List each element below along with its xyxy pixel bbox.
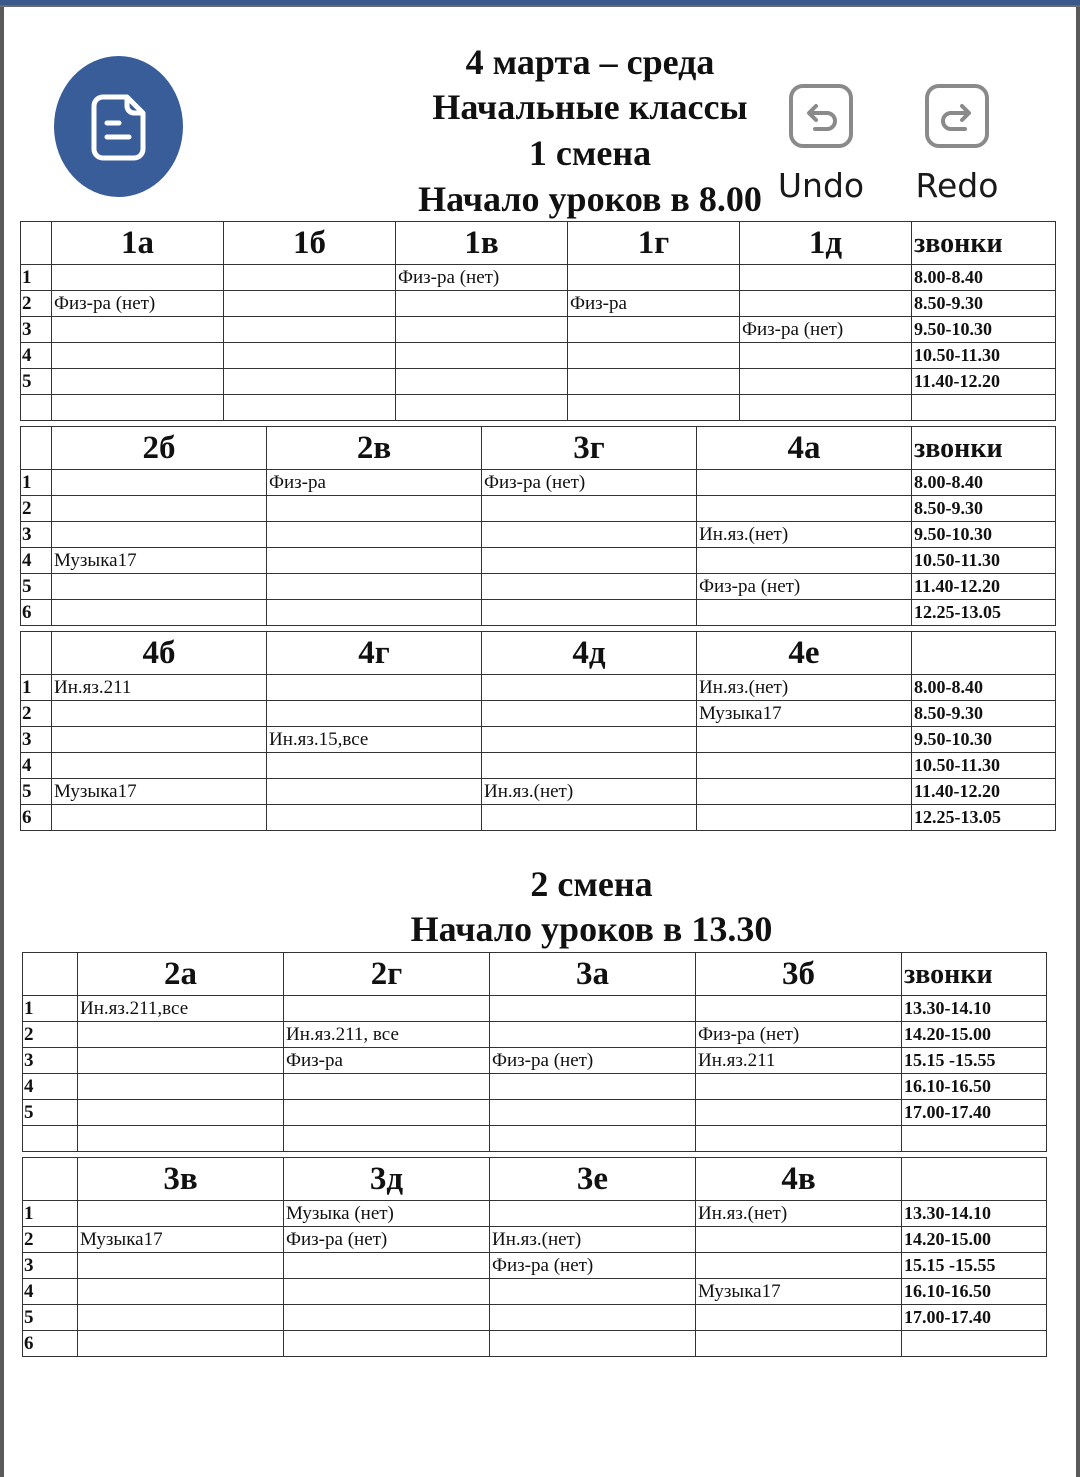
corner-cell <box>21 427 52 470</box>
lesson-cell: Ин.яз.15,все <box>267 727 482 753</box>
class-header-row <box>23 953 1047 996</box>
lesson-number: 4 <box>21 548 52 574</box>
lesson-cell <box>78 1074 284 1100</box>
lesson-cell <box>78 1279 284 1305</box>
lesson-cell <box>267 600 482 626</box>
bell-time <box>912 395 1056 421</box>
bell-time: 12.25-13.05 <box>912 600 1056 626</box>
lesson-cell: Физ-ра (нет) <box>490 1048 696 1074</box>
schedule-table-4b-4e <box>20 631 1056 831</box>
lesson-cell <box>490 996 696 1022</box>
class-header: 1в <box>396 222 568 265</box>
lesson-cell: Ин.яз.211, все <box>284 1022 490 1048</box>
lesson-number: 3 <box>21 522 52 548</box>
lesson-row <box>23 1022 1047 1048</box>
shift2-start-title: Начало уроков в 13.30 <box>410 909 773 949</box>
date-title: 4 марта – среда <box>465 42 715 82</box>
lesson-cell <box>284 1074 490 1100</box>
lesson-row <box>21 343 1056 369</box>
lesson-row <box>21 779 1056 805</box>
bell-time: 10.50-11.30 <box>912 548 1056 574</box>
lesson-number: 2 <box>23 1227 78 1253</box>
bell-time: 11.40-12.20 <box>912 369 1056 395</box>
lesson-cell: Ин.яз.211 <box>696 1048 902 1074</box>
lesson-number: 5 <box>23 1100 78 1126</box>
bell-time: 10.50-11.30 <box>912 753 1056 779</box>
lesson-cell <box>482 753 697 779</box>
lesson-cell <box>284 1305 490 1331</box>
lesson-cell <box>396 291 568 317</box>
undo-button[interactable] <box>778 84 864 204</box>
lesson-number: 6 <box>21 805 52 831</box>
lesson-cell <box>490 1100 696 1126</box>
lesson-row <box>21 600 1056 626</box>
lesson-cell <box>696 1227 902 1253</box>
lesson-cell: Физ-ра (нет) <box>396 265 568 291</box>
class-header: 3б <box>696 953 902 996</box>
lesson-cell <box>52 727 267 753</box>
lesson-cell <box>52 496 267 522</box>
top-divider <box>0 5 1080 7</box>
lesson-cell <box>696 996 902 1022</box>
lesson-cell: Физ-ра <box>568 291 740 317</box>
lesson-cell <box>697 753 912 779</box>
lesson-number: 1 <box>21 675 52 701</box>
lesson-cell <box>396 369 568 395</box>
bell-time: 10.50-11.30 <box>912 343 1056 369</box>
class-header: 4е <box>697 632 912 675</box>
lesson-row <box>23 1100 1047 1126</box>
class-header: 4а <box>697 427 912 470</box>
lesson-cell: Музыка17 <box>697 701 912 727</box>
lesson-number: 4 <box>21 753 52 779</box>
lesson-number: 1 <box>23 996 78 1022</box>
shift1-start-title: Начало уроков в 8.00 <box>418 179 762 219</box>
lesson-cell <box>490 1126 696 1152</box>
class-header: 4б <box>52 632 267 675</box>
lesson-cell <box>224 395 396 421</box>
lesson-row <box>23 1253 1047 1279</box>
bell-time: 8.00-8.40 <box>912 675 1056 701</box>
lesson-row <box>23 1126 1047 1152</box>
lesson-number: 5 <box>21 779 52 805</box>
class-header: 3е <box>490 1158 696 1201</box>
lesson-row <box>21 291 1056 317</box>
corner-cell <box>23 953 78 996</box>
lesson-number: 2 <box>21 496 52 522</box>
bells-header: звонки <box>912 222 1056 265</box>
class-header-row <box>23 1158 1047 1201</box>
bell-time: 8.00-8.40 <box>912 265 1056 291</box>
bell-time: 16.10-16.50 <box>902 1074 1047 1100</box>
class-header: 3д <box>284 1158 490 1201</box>
redo-label: Redo <box>915 166 999 205</box>
bell-time: 8.50-9.30 <box>912 701 1056 727</box>
class-header: 4г <box>267 632 482 675</box>
lesson-cell <box>396 395 568 421</box>
bell-time: 17.00-17.40 <box>902 1100 1047 1126</box>
lesson-cell <box>697 548 912 574</box>
document-fab-button[interactable] <box>54 56 183 197</box>
lesson-row <box>21 753 1056 779</box>
lesson-cell <box>224 369 396 395</box>
lesson-cell <box>490 1331 696 1357</box>
bells-header <box>912 632 1056 675</box>
corner-cell <box>23 1158 78 1201</box>
lesson-cell <box>267 496 482 522</box>
lesson-cell <box>697 805 912 831</box>
grade-level-title: Начальные классы <box>432 87 748 127</box>
redo-button[interactable] <box>914 84 1000 204</box>
corner-cell <box>21 632 52 675</box>
lesson-cell: Физ-ра (нет) <box>52 291 224 317</box>
lesson-cell <box>52 600 267 626</box>
lesson-cell <box>568 317 740 343</box>
lesson-cell <box>267 574 482 600</box>
undo-icon-box <box>789 84 853 148</box>
lesson-cell: Ин.яз.(нет) <box>490 1227 696 1253</box>
lesson-row <box>23 1305 1047 1331</box>
lesson-cell <box>482 548 697 574</box>
lesson-number: 6 <box>21 600 52 626</box>
lesson-row <box>23 1201 1047 1227</box>
lesson-cell <box>78 1126 284 1152</box>
bells-header: звонки <box>912 427 1056 470</box>
lesson-cell <box>740 369 912 395</box>
lesson-cell <box>78 1201 284 1227</box>
class-header-row <box>21 222 1056 265</box>
lesson-cell <box>52 343 224 369</box>
bell-time: 8.50-9.30 <box>912 291 1056 317</box>
schedule-table-1a-1d <box>20 221 1056 421</box>
lesson-cell <box>697 470 912 496</box>
lesson-cell <box>284 1279 490 1305</box>
lesson-cell: Физ-ра (нет) <box>284 1227 490 1253</box>
shift2-title: 2 смена <box>530 864 653 904</box>
lesson-number <box>23 1126 78 1152</box>
lesson-number: 5 <box>21 574 52 600</box>
lesson-row <box>23 1048 1047 1074</box>
lesson-row <box>21 805 1056 831</box>
lesson-cell <box>482 522 697 548</box>
lesson-cell <box>267 548 482 574</box>
lesson-number: 4 <box>23 1074 78 1100</box>
schedule-table-2b-4a <box>20 426 1056 626</box>
lesson-cell <box>490 1305 696 1331</box>
undo-label: Undo <box>777 166 865 205</box>
lesson-cell <box>78 1100 284 1126</box>
class-header: 4в <box>696 1158 902 1201</box>
bell-time: 16.10-16.50 <box>902 1279 1047 1305</box>
lesson-cell <box>697 600 912 626</box>
lesson-cell <box>696 1074 902 1100</box>
lesson-cell <box>52 470 267 496</box>
lesson-row <box>21 369 1056 395</box>
bell-time <box>902 1126 1047 1152</box>
class-header: 3г <box>482 427 697 470</box>
lesson-cell <box>697 496 912 522</box>
lesson-cell <box>396 343 568 369</box>
lesson-cell <box>52 701 267 727</box>
bells-header: звонки <box>902 953 1047 996</box>
lesson-cell <box>490 1279 696 1305</box>
lesson-row <box>21 496 1056 522</box>
lesson-row <box>21 701 1056 727</box>
lesson-cell <box>224 265 396 291</box>
lesson-cell <box>267 675 482 701</box>
bell-time: 13.30-14.10 <box>902 996 1047 1022</box>
lesson-cell <box>482 701 697 727</box>
bells-header <box>902 1158 1047 1201</box>
lesson-number: 5 <box>23 1305 78 1331</box>
lesson-cell <box>284 1126 490 1152</box>
bell-time: 17.00-17.40 <box>902 1305 1047 1331</box>
bell-time: 8.50-9.30 <box>912 496 1056 522</box>
lesson-cell <box>740 343 912 369</box>
lesson-row <box>23 996 1047 1022</box>
bell-time: 9.50-10.30 <box>912 522 1056 548</box>
lesson-number: 2 <box>23 1022 78 1048</box>
lesson-cell <box>52 317 224 343</box>
bell-time: 14.20-15.00 <box>902 1022 1047 1048</box>
lesson-cell <box>267 805 482 831</box>
class-header: 1д <box>740 222 912 265</box>
lesson-cell <box>482 675 697 701</box>
lesson-cell: Музыка17 <box>696 1279 902 1305</box>
lesson-number: 3 <box>23 1048 78 1074</box>
lesson-row <box>21 727 1056 753</box>
lesson-cell <box>267 701 482 727</box>
lesson-cell <box>740 395 912 421</box>
lesson-cell <box>52 522 267 548</box>
lesson-cell <box>568 265 740 291</box>
corner-cell <box>21 222 52 265</box>
schedule-table-3v-4v <box>22 1157 1047 1357</box>
lesson-cell <box>78 1331 284 1357</box>
lesson-cell: Физ-ра (нет) <box>696 1022 902 1048</box>
lesson-cell <box>697 779 912 805</box>
lesson-cell <box>52 753 267 779</box>
lesson-row <box>23 1074 1047 1100</box>
lesson-cell <box>284 1253 490 1279</box>
lesson-row <box>21 548 1056 574</box>
lesson-cell: Физ-ра <box>284 1048 490 1074</box>
lesson-cell: Ин.яз.(нет) <box>482 779 697 805</box>
lesson-cell: Ин.яз.(нет) <box>697 675 912 701</box>
bell-time: 12.25-13.05 <box>912 805 1056 831</box>
bell-time: 9.50-10.30 <box>912 727 1056 753</box>
lesson-cell <box>696 1126 902 1152</box>
lesson-cell: Физ-ра <box>267 470 482 496</box>
lesson-cell <box>52 574 267 600</box>
lesson-number: 3 <box>21 317 52 343</box>
lesson-number <box>21 395 52 421</box>
lesson-cell <box>284 1331 490 1357</box>
undo-icon <box>801 96 841 136</box>
class-header: 2б <box>52 427 267 470</box>
lesson-cell: Музыка17 <box>78 1227 284 1253</box>
bell-time <box>902 1331 1047 1357</box>
lesson-row <box>21 470 1056 496</box>
class-header: 2а <box>78 953 284 996</box>
lesson-number: 5 <box>21 369 52 395</box>
lesson-row <box>21 265 1056 291</box>
lesson-cell <box>490 1022 696 1048</box>
lesson-cell: Ин.яз.211,все <box>78 996 284 1022</box>
lesson-cell <box>482 727 697 753</box>
lesson-cell <box>696 1305 902 1331</box>
lesson-cell: Физ-ра (нет) <box>740 317 912 343</box>
schedule-table-2a-3b <box>22 952 1047 1152</box>
lesson-cell <box>267 522 482 548</box>
lesson-cell: Ин.яз.211 <box>52 675 267 701</box>
lesson-row <box>23 1279 1047 1305</box>
lesson-cell <box>490 1074 696 1100</box>
class-header: 1г <box>568 222 740 265</box>
bell-time: 13.30-14.10 <box>902 1201 1047 1227</box>
class-header-row <box>21 632 1056 675</box>
lesson-number: 1 <box>21 265 52 291</box>
lesson-cell <box>52 395 224 421</box>
lesson-cell: Физ-ра (нет) <box>490 1253 696 1279</box>
lesson-cell <box>482 574 697 600</box>
class-header: 1б <box>224 222 396 265</box>
lesson-cell <box>482 600 697 626</box>
lesson-cell <box>52 369 224 395</box>
lesson-cell <box>284 1100 490 1126</box>
lesson-cell <box>696 1331 902 1357</box>
lesson-number: 1 <box>21 470 52 496</box>
lesson-cell <box>224 343 396 369</box>
lesson-cell <box>396 317 568 343</box>
lesson-number: 3 <box>21 727 52 753</box>
class-header: 3в <box>78 1158 284 1201</box>
class-header: 2г <box>284 953 490 996</box>
redo-icon <box>937 96 977 136</box>
lesson-row <box>23 1331 1047 1357</box>
document-icon <box>89 92 149 162</box>
bell-time: 11.40-12.20 <box>912 574 1056 600</box>
lesson-cell <box>267 779 482 805</box>
lesson-cell <box>52 265 224 291</box>
lesson-cell <box>490 1201 696 1227</box>
bell-time: 11.40-12.20 <box>912 779 1056 805</box>
lesson-number: 1 <box>23 1201 78 1227</box>
lesson-cell <box>267 753 482 779</box>
lesson-cell <box>568 395 740 421</box>
lesson-cell <box>482 805 697 831</box>
bell-time: 8.00-8.40 <box>912 470 1056 496</box>
lesson-cell: Музыка (нет) <box>284 1201 490 1227</box>
bell-time: 9.50-10.30 <box>912 317 1056 343</box>
lesson-number: 3 <box>23 1253 78 1279</box>
redo-icon-box <box>925 84 989 148</box>
lesson-cell <box>568 343 740 369</box>
lesson-cell <box>568 369 740 395</box>
class-header: 2в <box>267 427 482 470</box>
lesson-row <box>21 574 1056 600</box>
bell-time: 15.15 -15.55 <box>902 1253 1047 1279</box>
page-left-edge <box>0 7 4 1477</box>
lesson-row <box>21 522 1056 548</box>
lesson-row <box>21 395 1056 421</box>
lesson-number: 2 <box>21 291 52 317</box>
lesson-cell <box>78 1022 284 1048</box>
lesson-cell <box>696 1253 902 1279</box>
lesson-cell <box>224 291 396 317</box>
lesson-cell <box>697 727 912 753</box>
class-header: 1а <box>52 222 224 265</box>
lesson-cell <box>78 1305 284 1331</box>
lesson-row <box>23 1227 1047 1253</box>
lesson-cell: Ин.яз.(нет) <box>696 1201 902 1227</box>
lesson-cell <box>224 317 396 343</box>
page-right-edge <box>1076 7 1080 1477</box>
lesson-cell <box>696 1100 902 1126</box>
lesson-cell <box>78 1253 284 1279</box>
lesson-cell <box>78 1048 284 1074</box>
lesson-number: 6 <box>23 1331 78 1357</box>
lesson-cell: Физ-ра (нет) <box>482 470 697 496</box>
lesson-cell: Физ-ра (нет) <box>697 574 912 600</box>
lesson-cell <box>284 996 490 1022</box>
bell-time: 14.20-15.00 <box>902 1227 1047 1253</box>
lesson-cell <box>740 291 912 317</box>
lesson-cell <box>52 805 267 831</box>
lesson-cell: Ин.яз.(нет) <box>697 522 912 548</box>
class-header-row <box>21 427 1056 470</box>
lesson-number: 4 <box>23 1279 78 1305</box>
class-header: 4д <box>482 632 697 675</box>
lesson-number: 2 <box>21 701 52 727</box>
bell-time: 15.15 -15.55 <box>902 1048 1047 1074</box>
shift1-title: 1 смена <box>528 133 652 173</box>
lesson-row <box>21 675 1056 701</box>
lesson-cell <box>740 265 912 291</box>
lesson-number: 4 <box>21 343 52 369</box>
lesson-row <box>21 317 1056 343</box>
class-header: 3а <box>490 953 696 996</box>
lesson-cell: Музыка17 <box>52 548 267 574</box>
lesson-cell: Музыка17 <box>52 779 267 805</box>
lesson-cell <box>482 496 697 522</box>
